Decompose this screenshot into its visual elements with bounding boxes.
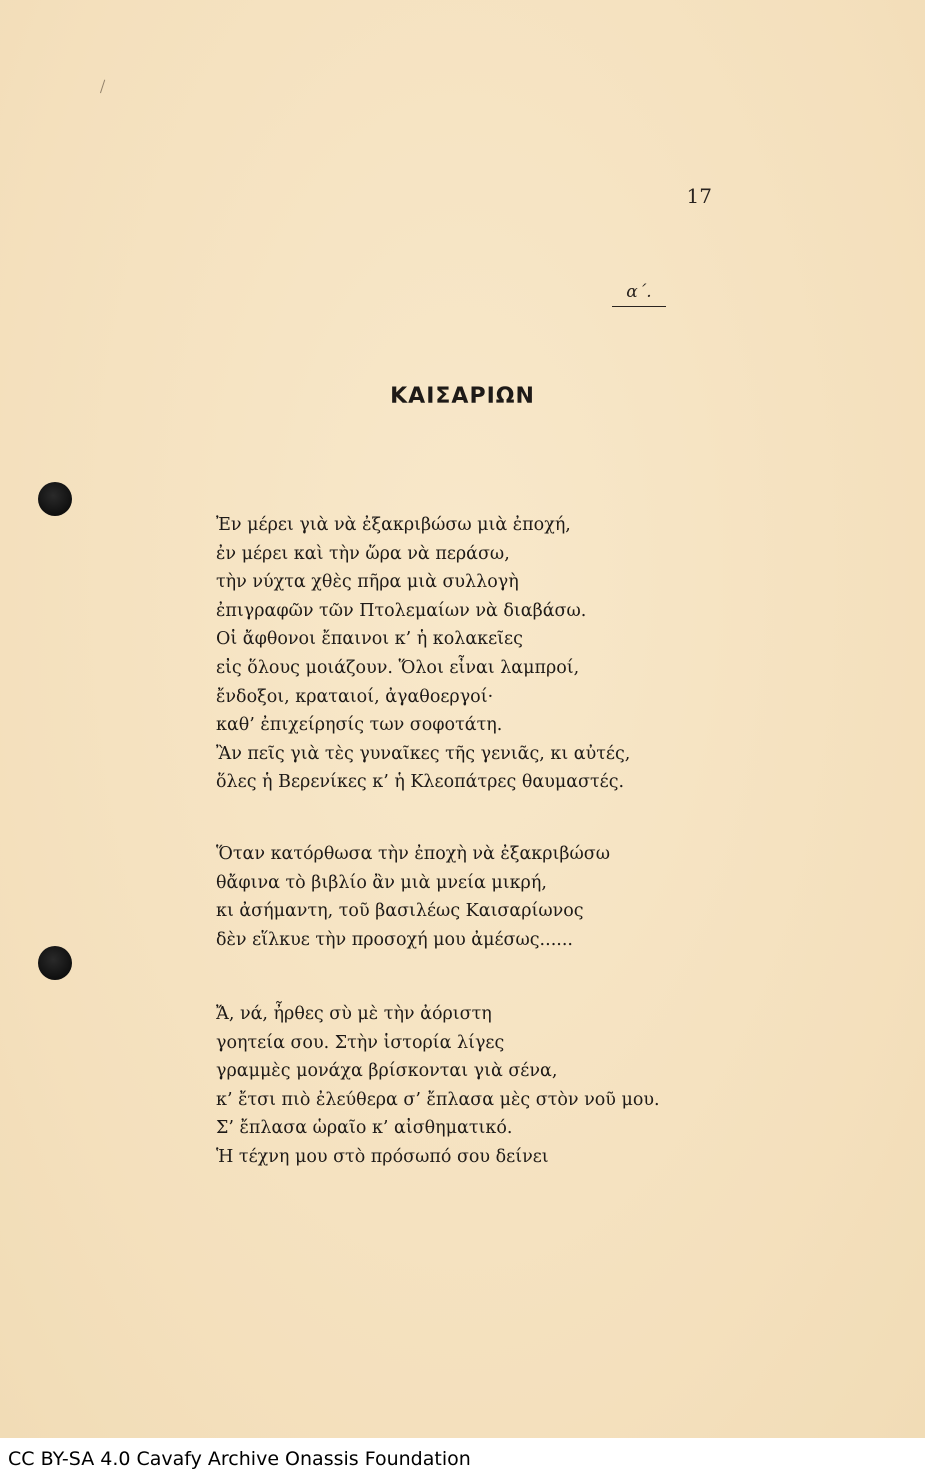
page-number: 17 bbox=[686, 184, 712, 208]
stray-pen-mark bbox=[100, 80, 109, 95]
poem-line: τὴν νύχτα χθὲς πῆρα μιὰ συλλογὴ bbox=[216, 572, 519, 593]
poem-line: θἄφινα τὸ βιβλίο ἂν μιὰ μνεία μικρή, bbox=[216, 872, 547, 893]
poem-stanza-1 bbox=[216, 511, 630, 797]
poem-line: Ὅταν κατόρθωσα τὴν ἐποχὴ νὰ ἐξακριβώσω bbox=[216, 844, 610, 864]
section-mark: α΄. bbox=[612, 282, 666, 307]
punch-hole-icon bbox=[38, 482, 72, 516]
poem-line: καθ’ ἐπιχείρησίς των σοφοτάτη. bbox=[216, 715, 503, 736]
poem-line: Ἂν πεῖς γιὰ τὲς γυναῖκες τῆς γενιᾶς, κι αὐτές, bbox=[216, 743, 631, 764]
poem-line: ὅλες ἡ Βερενίκες κ’ ἡ Κλεοπάτρες θαυμαστές. bbox=[216, 772, 625, 793]
poem-line: γοητεία σου. Στὴν ἱστορία λίγες bbox=[216, 1032, 505, 1053]
punch-hole-icon bbox=[38, 946, 72, 980]
poem-line: Ἄ, νά, ἦρθες σὺ μὲ τὴν ἀόριστη bbox=[216, 1004, 492, 1024]
poem-stanza-3 bbox=[216, 1000, 660, 1172]
poem-line: ἔνδοξοι, κραταιοί, ἀγαθοεργοί· bbox=[216, 686, 494, 707]
poem-line: Ἐν μέρει γιὰ νὰ ἐξακριβώσω μιὰ ἐποχή, bbox=[216, 515, 571, 535]
poem-line: Σ’ ἔπλασα ὡραῖο κ’ αἰσθηματικό. bbox=[216, 1118, 513, 1139]
poem-title: ΚΑΙΣΑΡΙΩΝ bbox=[390, 384, 535, 409]
poem-line: εἰς ὅλους μοιάζουν. Ὅλοι εἶναι λαμπροί, bbox=[216, 657, 580, 678]
poem-line: Οἱ ἄφθονοι ἔπαινοι κ’ ἡ κολακεῖες bbox=[216, 629, 523, 650]
poem-line: ἐν μέρει καὶ τὴν ὥρα νὰ περάσω, bbox=[216, 543, 510, 564]
credit-bar bbox=[0, 1438, 925, 1482]
poem-line: δὲν εἵλκυε τὴν προσοχή μου ἀμέσως...... bbox=[216, 929, 573, 950]
poem-line: γραμμὲς μονάχα βρίσκονται γιὰ σένα, bbox=[216, 1061, 558, 1082]
poem-line: ἐπιγραφῶν τῶν Πτολεμαίων νὰ διαβάσω. bbox=[216, 600, 587, 621]
poem-stanza-2 bbox=[216, 840, 610, 954]
license-credit: CC BY-SA 4.0 Cavafy Archive Onassis Foundation bbox=[8, 1448, 471, 1470]
poem-line: κ’ ἔτσι πιὸ ἐλεύθερα σ’ ἔπλασα μὲς στὸν νοῦ μου. bbox=[216, 1089, 660, 1110]
poem-line: κι ἀσήμαντη, τοῦ βασιλέως Καισαρίωνος bbox=[216, 901, 584, 922]
poem-line: Ἡ τέχνη μου στὸ πρόσωπό σου δείνει bbox=[216, 1146, 549, 1167]
